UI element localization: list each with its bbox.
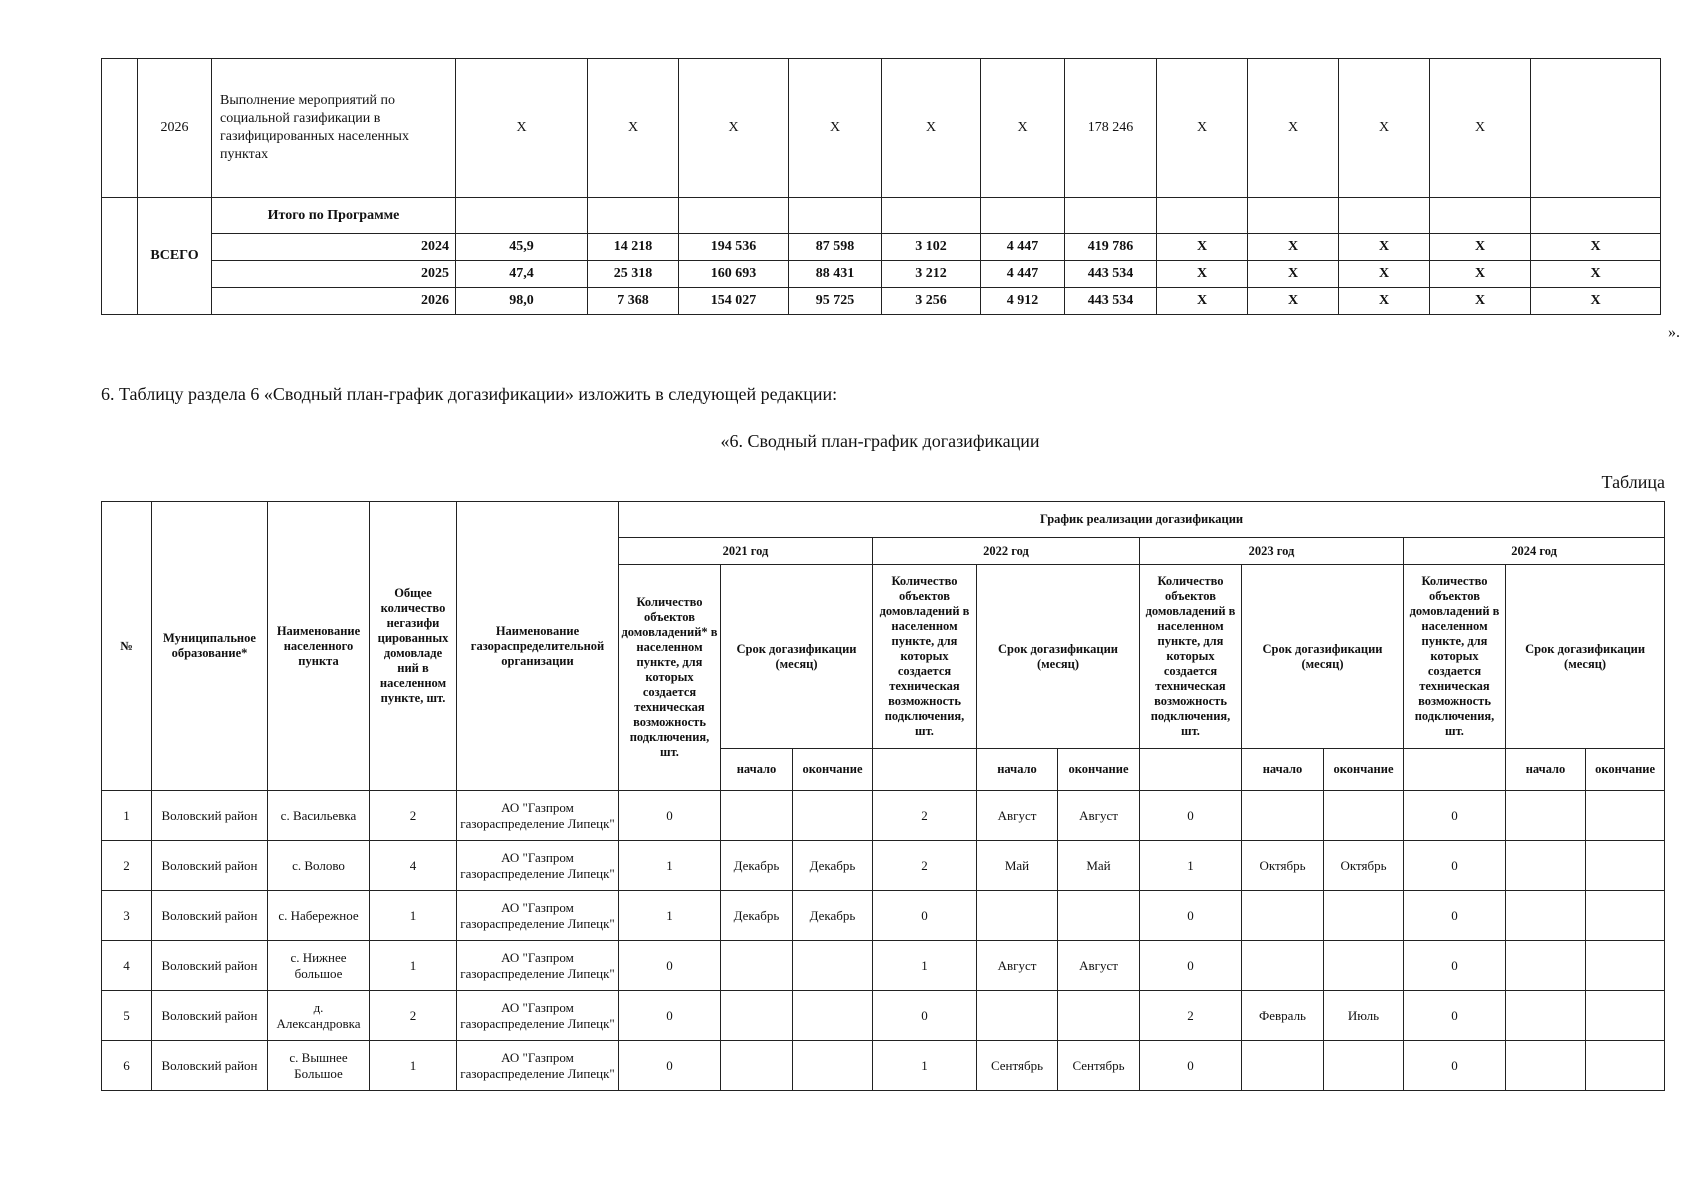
table-label: Таблица: [1601, 472, 1665, 492]
year-cell: 2026: [212, 288, 456, 315]
end-header: окончание: [1058, 749, 1140, 791]
org-cell: АО "Газпром газораспределение Липецк": [457, 791, 619, 841]
schedule-cell: 1: [619, 841, 721, 891]
value-cell: [1531, 59, 1661, 198]
schedule-cell: Июль: [1324, 991, 1404, 1041]
value-cell: 87 598: [789, 234, 882, 261]
municipality-cell: Воловский район: [152, 891, 268, 941]
schedule-cell: [721, 791, 793, 841]
term-header-2024: Срок догазификации (месяц): [1506, 565, 1665, 749]
value-cell: Х: [1430, 59, 1531, 198]
schedule-cell: [977, 991, 1058, 1041]
value-cell: Х: [981, 59, 1065, 198]
empty-cell: [102, 198, 138, 315]
value-cell: Х: [1339, 261, 1430, 288]
value-cell: 194 536: [679, 234, 789, 261]
value-cell: Х: [1248, 288, 1339, 315]
value-cell: Х: [882, 59, 981, 198]
schedule-cell: [793, 1041, 873, 1091]
count-header-2024: Количество объектов домовладений в населенном пункте, для которых создается техническая возможность подключения, шт.: [1404, 565, 1506, 749]
value-cell: 443 534: [1065, 288, 1157, 315]
row-num-cell: 6: [102, 1041, 152, 1091]
year-header-2021: 2021 год: [619, 538, 873, 565]
value-cell: 47,4: [456, 261, 588, 288]
schedule-cell: [1242, 891, 1324, 941]
year-header-2023: 2023 год: [1140, 538, 1404, 565]
schedule-cell: [1324, 891, 1404, 941]
value-cell: Х: [588, 59, 679, 198]
settlement-cell: с. Волово: [268, 841, 370, 891]
total-cell: 4: [370, 841, 457, 891]
schedule-cell: 0: [1140, 891, 1242, 941]
schedule-cell: [977, 891, 1058, 941]
schedule-cell: 2: [873, 791, 977, 841]
value-cell: Х: [1157, 288, 1248, 315]
col-municipality-header: Муниципальное образование*: [152, 502, 268, 791]
value-cell: Х: [1157, 261, 1248, 288]
end-header: окончание: [1586, 749, 1665, 791]
value-cell: Х: [1157, 234, 1248, 261]
schedule-cell: 1: [873, 941, 977, 991]
total-cell: 2: [370, 991, 457, 1041]
total-row-2026: [102, 288, 1661, 315]
schedule-cell: 0: [619, 1041, 721, 1091]
col-total-header: Общее количество негазифи цированных домовладе ний в населенном пункте, шт.: [370, 502, 457, 791]
schedule-cell: [1506, 991, 1586, 1041]
schedule-cell: [1242, 941, 1324, 991]
row-num-cell: 2: [102, 841, 152, 891]
municipality-cell: Воловский район: [152, 991, 268, 1041]
schedule-cell: [793, 941, 873, 991]
schedule-cell: 0: [1404, 891, 1506, 941]
value-cell: Х: [789, 59, 882, 198]
value-cell: Х: [1430, 234, 1531, 261]
schedule-cell: Декабрь: [793, 891, 873, 941]
start-header: начало: [977, 749, 1058, 791]
end-header: окончание: [793, 749, 873, 791]
schedule-cell: [1586, 941, 1665, 991]
municipality-cell: Воловский район: [152, 791, 268, 841]
value-cell: 25 318: [588, 261, 679, 288]
col-org-header: Наименование газораспределительной организации: [457, 502, 619, 791]
schedule-cell: [1506, 1041, 1586, 1091]
schedule-body: [102, 791, 1665, 1091]
schedule-cell: [1586, 991, 1665, 1041]
value-cell: Х: [1339, 288, 1430, 315]
schedule-cell: Октябрь: [1324, 841, 1404, 891]
year-header-2024: 2024 год: [1404, 538, 1665, 565]
total-row-2024: [102, 234, 1661, 261]
value-cell: 160 693: [679, 261, 789, 288]
schedule-cell: [793, 791, 873, 841]
value-cell: 4 447: [981, 261, 1065, 288]
value-cell: Х: [1339, 59, 1430, 198]
value-cell: Х: [1430, 261, 1531, 288]
total-cell: 1: [370, 941, 457, 991]
end-header: окончание: [1324, 749, 1404, 791]
year-cell: 2026: [138, 59, 212, 198]
schedule-cell: 2: [1140, 991, 1242, 1041]
schedule-cell: 0: [619, 941, 721, 991]
value-cell: Х: [679, 59, 789, 198]
start-header: начало: [1506, 749, 1586, 791]
closing-quote: ».: [1668, 324, 1680, 341]
year-cell: 2024: [212, 234, 456, 261]
schedule-cell: 0: [1404, 841, 1506, 891]
value-cell: 3 212: [882, 261, 981, 288]
year-cell: 2025: [212, 261, 456, 288]
schedule-cell: [1324, 941, 1404, 991]
total-cell: 1: [370, 1041, 457, 1091]
schedule-cell: [1506, 891, 1586, 941]
value-cell: 95 725: [789, 288, 882, 315]
table-row: [102, 791, 1665, 841]
value-cell: 88 431: [789, 261, 882, 288]
schedule-header: График реализации догазификации: [619, 502, 1665, 538]
table-row: [102, 1041, 1665, 1091]
value-cell: Х: [1157, 59, 1248, 198]
total-cell: 1: [370, 891, 457, 941]
schedule-cell: Декабрь: [721, 841, 793, 891]
value-cell: Х: [1248, 234, 1339, 261]
start-header: начало: [1242, 749, 1324, 791]
total-row-2025: [102, 261, 1661, 288]
schedule-cell: 0: [619, 791, 721, 841]
row-num-cell: 3: [102, 891, 152, 941]
value-cell: 443 534: [1065, 261, 1157, 288]
schedule-cell: Декабрь: [793, 841, 873, 891]
table-row: [102, 991, 1665, 1041]
value-cell: 98,0: [456, 288, 588, 315]
total-header-row: [102, 198, 1661, 234]
schedule-cell: [1506, 791, 1586, 841]
org-cell: АО "Газпром газораспределение Липецк": [457, 1041, 619, 1091]
row-num-cell: 4: [102, 941, 152, 991]
schedule-cell: [1506, 841, 1586, 891]
schedule-cell: [721, 991, 793, 1041]
schedule-cell: [1324, 1041, 1404, 1091]
col-settlement-header: Наименование населенного пункта: [268, 502, 370, 791]
value-cell: Х: [1248, 59, 1339, 198]
value-cell: Х: [1531, 261, 1661, 288]
schedule-cell: [793, 991, 873, 1041]
program-summary-table: [101, 58, 1661, 315]
empty-cell: [102, 59, 138, 198]
settlement-cell: с. Нижнее большое: [268, 941, 370, 991]
row-num-cell: 5: [102, 991, 152, 1041]
value-cell: 3 256: [882, 288, 981, 315]
header-row-1: [102, 502, 1665, 538]
org-cell: АО "Газпром газораспределение Липецк": [457, 841, 619, 891]
schedule-cell: 1: [619, 891, 721, 941]
term-header-2023: Срок догазификации (месяц): [1242, 565, 1404, 749]
settlement-cell: д. Александровка: [268, 991, 370, 1041]
term-header-2022: Срок догазификации (месяц): [977, 565, 1140, 749]
value-cell: Х: [1430, 288, 1531, 315]
schedule-cell: [1586, 891, 1665, 941]
schedule-cell: Май: [977, 841, 1058, 891]
schedule-cell: [1242, 1041, 1324, 1091]
schedule-cell: [721, 941, 793, 991]
schedule-cell: Декабрь: [721, 891, 793, 941]
table-row: [102, 841, 1665, 891]
value-cell: Х: [1531, 288, 1661, 315]
value-cell: 3 102: [882, 234, 981, 261]
vsego-label: ВСЕГО: [138, 198, 212, 315]
municipality-cell: Воловский район: [152, 841, 268, 891]
schedule-cell: 0: [1140, 791, 1242, 841]
schedule-cell: 0: [1140, 1041, 1242, 1091]
col-num-header: №: [102, 502, 152, 791]
schedule-cell: 0: [873, 891, 977, 941]
schedule-cell: [1586, 1041, 1665, 1091]
schedule-cell: Сентябрь: [1058, 1041, 1140, 1091]
settlement-cell: с. Васильевка: [268, 791, 370, 841]
schedule-cell: 0: [619, 991, 721, 1041]
year-header-2022: 2022 год: [873, 538, 1140, 565]
schedule-cell: Февраль: [1242, 991, 1324, 1041]
schedule-cell: 1: [1140, 841, 1242, 891]
schedule-cell: [721, 1041, 793, 1091]
schedule-cell: 1: [873, 1041, 977, 1091]
total-label: Итого по Программе: [212, 198, 456, 234]
schedule-cell: [1242, 791, 1324, 841]
schedule-cell: 0: [1404, 791, 1506, 841]
schedule-cell: 0: [1404, 991, 1506, 1041]
amendment-paragraph: 6. Таблицу раздела 6 «Сводный план-график догазификации» изложить в следующей редакции:: [101, 384, 838, 404]
schedule-cell: [1058, 991, 1140, 1041]
value-cell: 4 912: [981, 288, 1065, 315]
schedule-cell: 0: [873, 991, 977, 1041]
schedule-cell: 0: [1404, 1041, 1506, 1091]
schedule-cell: [1058, 891, 1140, 941]
value-cell: 7 368: [588, 288, 679, 315]
count-header-2021: Количество объектов домовладений* в населенном пункте, для которых создается техническая возможность подключения, шт.: [619, 565, 721, 791]
settlement-cell: с. Вышнее Большое: [268, 1041, 370, 1091]
schedule-cell: [1324, 791, 1404, 841]
schedule-cell: Август: [977, 941, 1058, 991]
table-row: [102, 941, 1665, 991]
schedule-cell: 0: [1404, 941, 1506, 991]
schedule-cell: Октябрь: [1242, 841, 1324, 891]
row-num-cell: 1: [102, 791, 152, 841]
settlement-cell: с. Набережное: [268, 891, 370, 941]
value-cell: 178 246: [1065, 59, 1157, 198]
value-cell: Х: [456, 59, 588, 198]
municipality-cell: Воловский район: [152, 1041, 268, 1091]
schedule-cell: 0: [1140, 941, 1242, 991]
start-header: начало: [721, 749, 793, 791]
table-row-2026-social: [102, 59, 1661, 198]
schedule-cell: Август: [977, 791, 1058, 841]
org-cell: АО "Газпром газораспределение Липецк": [457, 991, 619, 1041]
value-cell: 419 786: [1065, 234, 1157, 261]
schedule-cell: Май: [1058, 841, 1140, 891]
table-row: [102, 891, 1665, 941]
schedule-cell: Август: [1058, 941, 1140, 991]
value-cell: 45,9: [456, 234, 588, 261]
org-cell: АО "Газпром газораспределение Липецк": [457, 891, 619, 941]
total-cell: 2: [370, 791, 457, 841]
schedule-cell: [1586, 841, 1665, 891]
schedule-cell: [1586, 791, 1665, 841]
term-header-2021: Срок догазификации (месяц): [721, 565, 873, 749]
count-header-2022: Количество объектов домовладений в населенном пункте, для которых создается техническая возможность подключения, шт.: [873, 565, 977, 749]
section-title: «6. Сводный план-график догазификации: [720, 431, 1040, 451]
value-cell: 4 447: [981, 234, 1065, 261]
schedule-cell: 2: [873, 841, 977, 891]
value-cell: Х: [1531, 234, 1661, 261]
value-cell: Х: [1339, 234, 1430, 261]
municipality-cell: Воловский район: [152, 941, 268, 991]
value-cell: 14 218: [588, 234, 679, 261]
schedule-cell: [1506, 941, 1586, 991]
value-cell: Х: [1248, 261, 1339, 288]
org-cell: АО "Газпром газораспределение Липецк": [457, 941, 619, 991]
schedule-cell: Сентябрь: [977, 1041, 1058, 1091]
gasification-schedule-table: [101, 501, 1665, 1091]
value-cell: 154 027: [679, 288, 789, 315]
schedule-cell: Август: [1058, 791, 1140, 841]
description-cell: Выполнение мероприятий по социальной газификации в газифицированных населенных пунктах: [212, 59, 456, 198]
count-header-2023: Количество объектов домовладений в населенном пункте, для которых создается техническая возможность подключения, шт.: [1140, 565, 1242, 749]
